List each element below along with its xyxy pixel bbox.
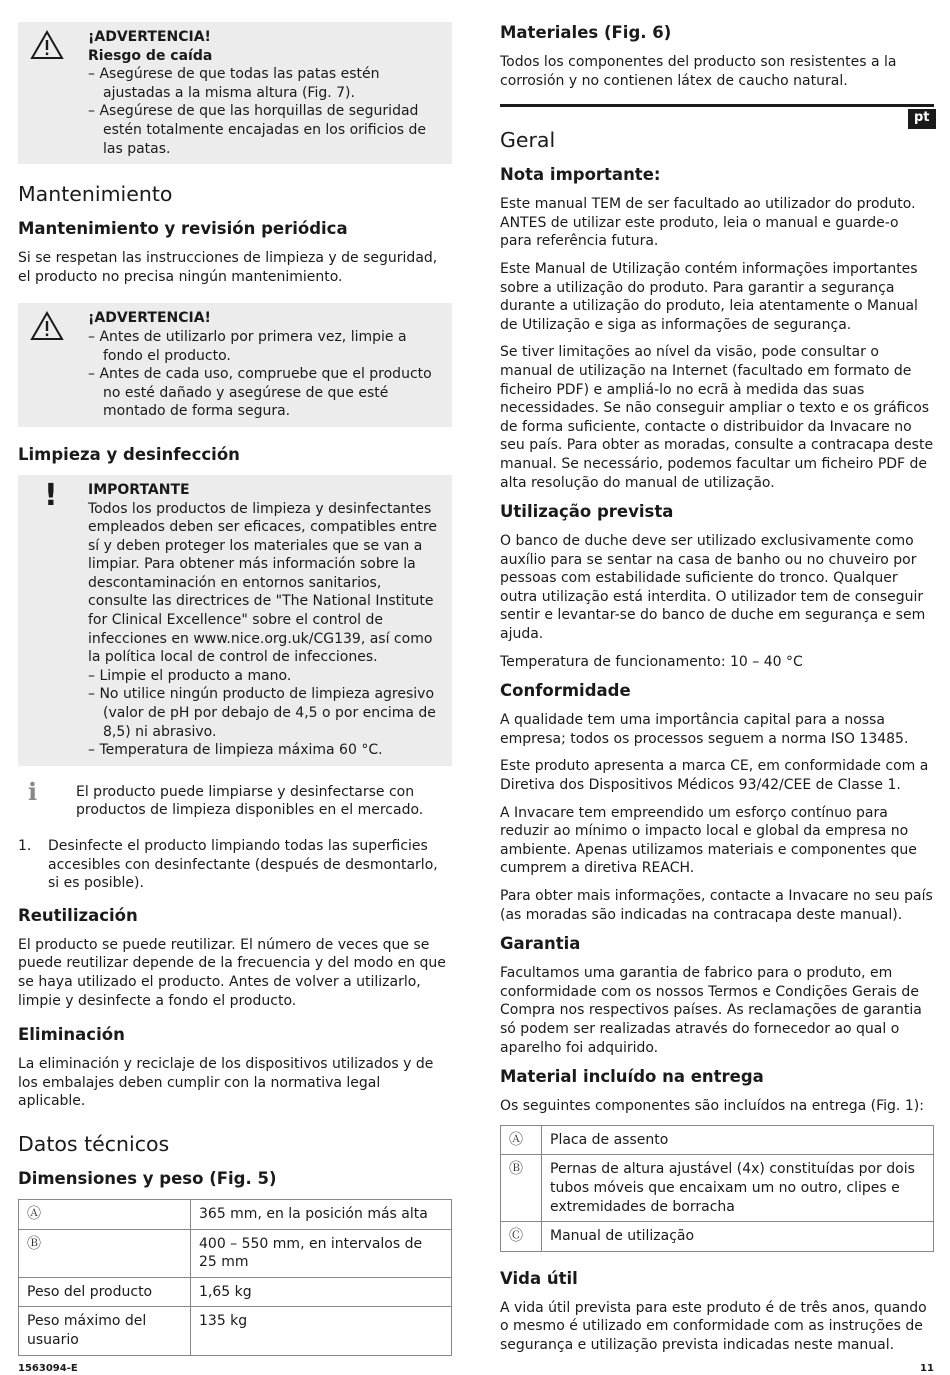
table-row: [19, 1277, 452, 1307]
heading-nota: Nota importante:: [500, 165, 661, 185]
heading-mantenimiento: Mantenimiento: [18, 182, 173, 207]
table-cell: Placa de assento: [542, 1125, 934, 1155]
warning-box-first-use: [18, 303, 452, 427]
warning-title: ¡ADVERTENCIA!: [88, 29, 211, 45]
table-cell: 365 mm, en la posición más alta: [191, 1199, 452, 1229]
heading-datos-tecnicos: Datos técnicos: [18, 1131, 170, 1156]
paragraph-garantia: Facultamos uma garantia de fabrico para o produto, em conformidade com os nossos Termos e Condições Gerais de Compra nos respectivos países. As reclamações de garantia só podem ser realizadas através do fornecedor ao qual o aparelho foi adquirido.: [500, 965, 922, 1056]
important-box: [18, 475, 452, 766]
dimensions-table: [18, 1199, 452, 1356]
important-text: Todos los productos de limpieza y desinfectantes empleados deben ser eficaces, compatibles entre sí y deben proteger los materiales que se van a limpiar. Para obtener más información sobre la descontaminación en entornos sanitarios, consulte las directrices de "The National Institute for Clinical Excellence" sobre el control de infecciones en www.nice.org.uk/CG139, así como la política local de control de infecciones.: [88, 500, 437, 666]
paragraph-eliminacion: La eliminación y reciclaje de los dispositivos utilizados y de los embalajes deben cumplir con la normativa legal aplicable.: [18, 1056, 434, 1110]
important-item: – No utilice ningún producto de limpieza agresivo (valor de pH por debajo de 4,5 o por encima de 8,5) ni abrasivo.: [88, 686, 436, 740]
warning-title: ¡ADVERTENCIA!: [88, 310, 211, 327]
footer-page-number: 11: [920, 1363, 934, 1374]
warning-item: – Antes de cada uso, compruebe que el producto no esté dañado y asegúrese de que esté montado de forma segura.: [88, 366, 432, 420]
heading-materiales: Materiales (Fig. 6): [500, 23, 672, 42]
table-cell: Ⓑ: [501, 1155, 542, 1222]
exclamation-icon: !: [44, 477, 58, 513]
important-title: IMPORTANTE: [88, 481, 190, 498]
step-number: 1.: [18, 838, 32, 854]
table-cell: Manual de utilização: [542, 1222, 934, 1252]
paragraph-conformidade-3: A Invacare tem empreendido um esforço contínuo para reduzir ao mínimo o impacto local e global da empresa no ambiente. Apenas utilizamos materiais e componentes que cumprem a diretiva REACH.: [500, 804, 917, 877]
table-row: [19, 1229, 452, 1277]
paragraph-conformidade-1: A qualidade tem uma importância capital para a nossa empresa; todos os processos seguem a norma ISO 13485.: [500, 712, 909, 747]
paragraph-nota-3: Se tiver limitações ao nível da visão, pode consultar o manual de utilização na Internet (facultado em formato de ficheiro PDF) e ampliá-lo no ecrã à medida das suas necessidades. Se não conseguir ampliar o texto e os gráficos de forma suficiente, contacte o distribuidor da Invacare no seu país. Para obter as moradas, consulte a contracapa deste manual. Se necessário, podemos facultar um ficheiro PDF de alta resolução do manual de utilização.: [500, 344, 934, 491]
step-1: [18, 837, 452, 893]
left-column: [18, 22, 452, 1372]
table-cell: Ⓐ: [19, 1199, 191, 1229]
table-cell: Peso del producto: [19, 1277, 191, 1307]
table-row: [501, 1125, 934, 1155]
info-icon: ℹ: [28, 777, 38, 806]
warning-item: – Asegúrese de que todas las patas estén ajustadas a la misma altura (Fig. 7).: [88, 66, 380, 101]
table-cell: Pernas de altura ajustável (4x) constituídas por dois tubos móveis que encaixam um no outro, clipes e extremidades de borracha: [542, 1155, 934, 1222]
paragraph-nota-1: Este manual TEM de ser facultado ao utilizador do produto. ANTES de utilizar este produto, leia o manual e guarde-o para referência futura.: [500, 196, 916, 250]
paragraph-materiales: Todos los componentes del producto son resistentes a la corrosión y no contienen látex de caucho natural.: [500, 54, 897, 89]
heading-limpieza: Limpieza y desinfección: [18, 444, 240, 464]
warning-item: – Asegúrese de que las horquillas de seguridad estén totalmente encajadas en los orificios de las patas.: [88, 103, 427, 157]
heading-reutilizacion: Reutilización: [18, 905, 138, 925]
table-cell: Ⓐ: [501, 1125, 542, 1155]
table-row: [501, 1155, 934, 1222]
heading-eliminacion: Eliminación: [18, 1025, 125, 1045]
paragraph-revision: Si se respetan las instrucciones de limpieza y de seguridad, el producto no precisa ningún mantenimiento.: [18, 250, 438, 285]
heading-revision: Mantenimiento y revisión periódica: [18, 219, 348, 239]
right-column: [500, 22, 934, 1364]
language-badge: pt: [908, 109, 936, 129]
table-row: [501, 1222, 934, 1252]
warning-box-fall-risk: [18, 22, 452, 164]
warning-triangle-icon: [28, 28, 88, 158]
paragraph-reutilizacion: El producto se puede reutilizar. El número de veces que se puede reutilizar depende de la frecuencia y del modo en que se haya utilizado el producto. Antes de volver a utilizarlo, limpie y desinfecte a fondo el producto.: [18, 936, 446, 1009]
step-text: Desinfecte el producto limpiando todas las superficies accesibles con desinfectante (después de desmontarlo, si es posible).: [48, 838, 438, 892]
info-note-text: El producto puede limpiarse y desinfectarse con productos de limpieza disponibles en el mercado.: [76, 783, 424, 819]
important-item: – Temperatura de limpieza máxima 60 °C.: [88, 742, 383, 759]
paragraph-conformidade-2: Este produto apresenta a marca CE, em conformidade com a Diretiva dos Dispositivos Médicos 93/42/CEE de Classe 1.: [500, 758, 929, 794]
paragraph-vida-util: A vida útil prevista para este produto é de três anos, quando o mesmo é utilizado em conformidade com as instruções de segurança e utilização prevista indicadas neste manual.: [500, 1299, 927, 1353]
materials-table: [500, 1125, 934, 1252]
paragraph-nota-2: Este Manual de Utilização contém informações importantes sobre a utilização do produto. Para garantir a segurança durante a utilização do produto, leia atentamente o Manual de Utilização e siga as informações de segurança.: [500, 260, 918, 333]
info-note: [18, 777, 452, 820]
paragraph-conformidade-4: Para obter mais informações, contacte a Invacare no seu país (as moradas são indicadas na contracapa deste manual).: [500, 888, 933, 923]
important-item: – Limpie el producto a mano.: [88, 667, 292, 684]
paragraph-material-incluido: Os seguintes componentes são incluídos na entrega (Fig. 1):: [500, 1098, 924, 1115]
heading-conformidade: Conformidade: [500, 681, 631, 701]
heading-dimensiones: Dimensiones y peso (Fig. 5): [18, 1168, 277, 1188]
table-cell: Ⓑ: [19, 1229, 191, 1277]
table-row: [19, 1199, 452, 1229]
table-cell: 1,65 kg: [191, 1277, 452, 1307]
heading-garantia: Garantia: [500, 934, 581, 954]
table-cell: 400 – 550 mm, en intervalos de 25 mm: [191, 1229, 452, 1277]
section-divider: [500, 104, 934, 107]
paragraph-utilizacao: O banco de duche deve ser utilizado exclusivamente como auxílio para se sentar na casa de banho ou no chuveiro por pessoas com estabilidade suficiente do tronco. Qualquer outra utilização está interdita. O utilizador tem de conseguir sentir e levantar-se do banco de duche em segurança e sem ajuda.: [500, 533, 926, 643]
table-cell: Peso máximo del usuario: [19, 1307, 191, 1355]
heading-vida-util: Vida útil: [500, 1268, 578, 1288]
table-cell: Ⓒ: [501, 1222, 542, 1252]
heading-geral: Geral: [500, 128, 556, 153]
footer-doc-id: 1563094-E: [18, 1363, 78, 1374]
warning-subtitle: Riesgo de caída: [88, 47, 213, 64]
table-cell: 135 kg: [191, 1307, 452, 1355]
warning-item: – Antes de utilizarlo por primera vez, limpie a fondo el producto.: [88, 328, 407, 364]
heading-utilizacao: Utilização prevista: [500, 502, 674, 522]
paragraph-temperatura: Temperatura de funcionamento: 10 – 40 °C: [500, 653, 803, 670]
heading-material-incluido: Material incluído na entrega: [500, 1067, 764, 1087]
table-row: [19, 1307, 452, 1355]
warning-triangle-icon: [28, 309, 88, 421]
